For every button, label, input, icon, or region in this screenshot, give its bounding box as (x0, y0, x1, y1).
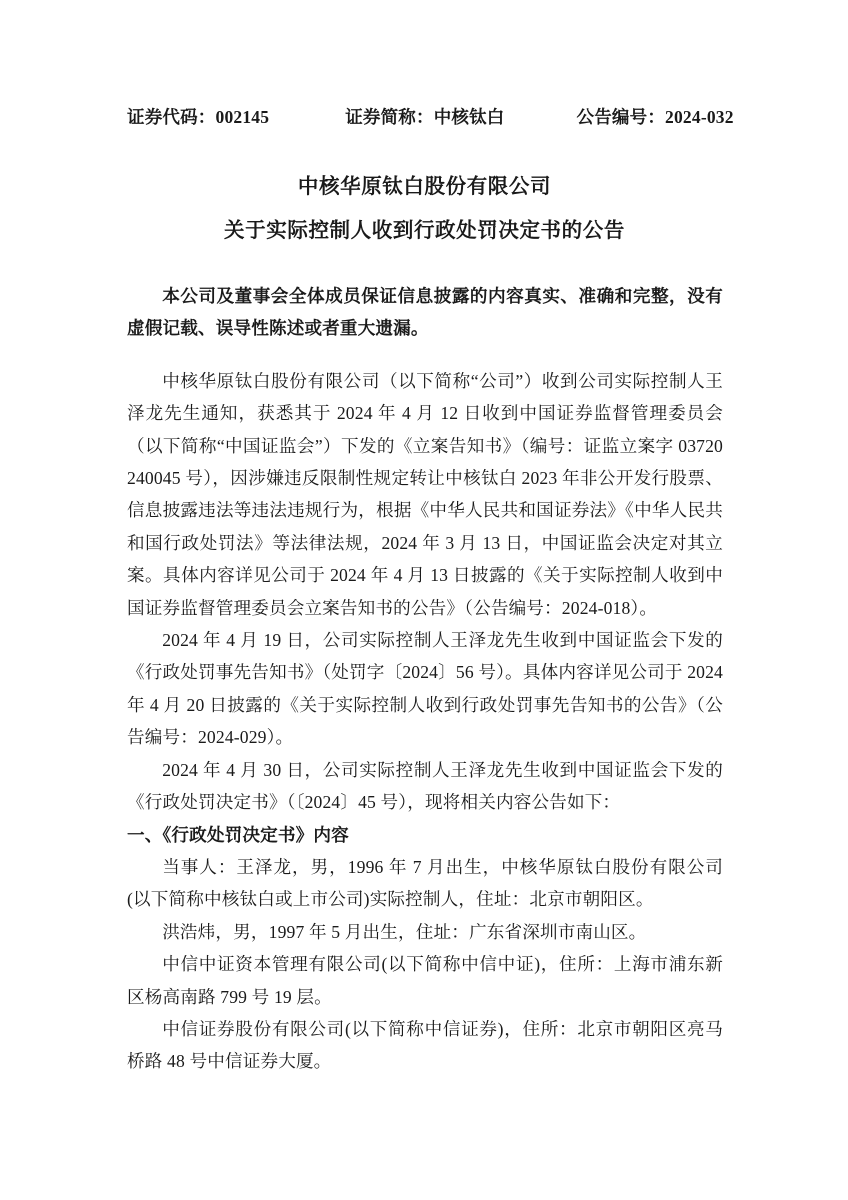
party-paragraph-4: 中信证券股份有限公司(以下简称中信证券)，住所：北京市朝阳区亮马桥路 48 号中信证券大厦。 (127, 1018, 723, 1072)
body-paragraph-3: 2024 年 4 月 30 日，公司实际控制人王泽龙先生收到中国证监会下发的《行政处罚决定书》（〔2024〕45 号），现将相关内容公告如下： (127, 759, 723, 813)
security-abbreviation: 证券简称：中核钛白 (345, 107, 505, 127)
party-paragraph-1: 当事人：王泽龙，男，1996 年 7 月出生，中核华原钛白股份有限公司(以下简称中核钛白或上市公司)实际控制人，住址：北京市朝阳区。 (127, 856, 723, 910)
title-block (127, 168, 722, 250)
disclaimer-paragraph: 本公司及董事会全体成员保证信息披露的内容真实、准确和完整，没有虚假记载、误导性陈述或者重大遗漏。 (127, 286, 723, 339)
announcement-number: 公告编号：2024-032 (576, 107, 734, 127)
party-paragraph-3: 中信中证资本管理有限公司(以下简称中信中证)，住所：上海市浦东新区杨高南路 799 号 19 层。 (127, 954, 723, 1007)
document-body (127, 280, 723, 1078)
document-header (127, 104, 734, 129)
announcement-subject-title: 关于实际控制人收到行政处罚决定书的公告 (224, 220, 625, 242)
company-name-title: 中核华原钛白股份有限公司 (297, 176, 552, 198)
security-code: 证券代码：002145 (127, 107, 270, 127)
body-paragraph-2: 2024 年 4 月 19 日，公司实际控制人王泽龙先生收到中国证监会下发的《行政处罚事先告知书》（处罚字〔2024〕56 号）。具体内容详见公司于 2024 年 4 月 20 日披露的《关于实际控制人收到行政处罚事先告知书的公告》（公告编号：2024-029）。 (127, 630, 723, 748)
party-paragraph-2: 洪浩炜，男，1997 年 5 月出生，住址：广东省深圳市南山区。 (162, 921, 647, 942)
section-heading-1: 一、《行政处罚决定书》内容 (127, 824, 349, 845)
body-paragraph-1: 中核华原钛白股份有限公司（以下简称“公司”）收到公司实际控制人王泽龙先生通知，获悉其于 2024 年 4 月 12 日收到中国证券监督管理委员会（以下简称“中国证监会”）下发的《立案告知书》（编号：证监立案字 03720240045 号），因涉嫌违反限制性规定转让中核钛白 2023 年非公开发行股票、信息披露违法等违法违规行为，根据《中华人民共和国证券法》《中华人民共和国行政处罚法》等法律法规，2024 年 3 月 13 日，中国证监会决定对其立案。具体内容详见公司于 2024 年 4 月 13 日披露的《关于实际控制人收到中国证券监督管理委员会立案告知书的公告》（公告编号：2024-018）。 (127, 370, 723, 618)
